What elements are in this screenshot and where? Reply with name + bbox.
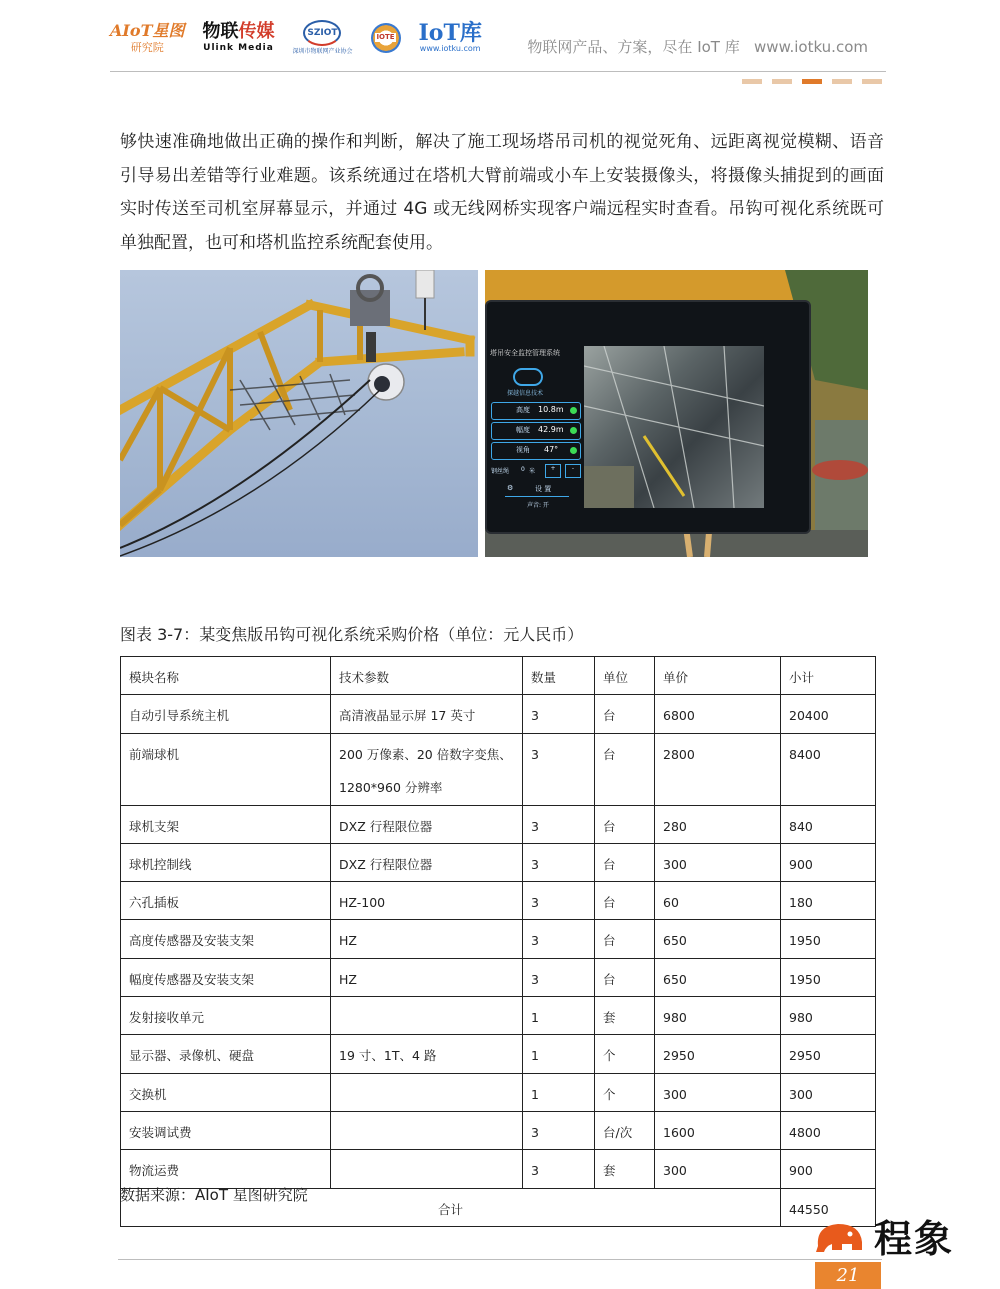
page-header [110, 18, 886, 72]
header-dash-marks [742, 79, 882, 84]
footer-divider [118, 1259, 882, 1260]
elephant-logo-icon [812, 1216, 868, 1256]
header-divider [110, 71, 886, 72]
sound-toggle[interactable]: 声音: 开 [527, 502, 549, 509]
column-header: 小计 [781, 657, 876, 695]
table-row: 幅度传感器及安装支架 HZ 3 台 650 1950 [121, 958, 876, 996]
page-number: 21 [815, 1262, 881, 1289]
monitor-row-angle: 视角 47° [491, 442, 581, 460]
monitor-device [485, 300, 811, 534]
monitor-wire-row: 钢丝绳 0 米 + - [491, 464, 583, 478]
plus-button[interactable]: + [545, 464, 561, 478]
camera-feed [584, 346, 764, 508]
total-value: 44550 [781, 1188, 876, 1226]
data-source-note: 数据来源：AIoT 星图研究院 [120, 1186, 308, 1204]
status-led-icon [570, 407, 577, 414]
header-tagline: 物联网产品、方案，尽在 IoT 库 www.iotku.com [527, 38, 868, 56]
monitor-brand: 探越信息技术 [507, 390, 544, 397]
table-row: 发射接收单元 1 套 980 980 [121, 997, 876, 1035]
settings-button[interactable]: ⚙ 设 置 [505, 484, 569, 497]
crane-camera-photo [120, 270, 478, 557]
column-header: 数量 [523, 657, 595, 695]
table-row: 交换机 1 个 300 300 [121, 1073, 876, 1111]
table-row: 物流运费 3 套 300 900 [121, 1150, 876, 1188]
monitor-row-range: 幅度 42.9m [491, 422, 581, 440]
total-label: 合计 [121, 1188, 781, 1226]
chengxiang-watermark [812, 1208, 954, 1263]
table-row: 六孔插板 HZ-100 3 台 60 180 [121, 882, 876, 920]
status-led-icon [570, 427, 577, 434]
table-row: 显示器、录像机、硬盘 19 寸、1T、4 路 1 个 2950 2950 [121, 1035, 876, 1073]
aiot-logo: AIoT星图 研究院 [110, 20, 185, 54]
sziot-logo: SZIOT 深圳市物联网产业协会 [292, 20, 352, 55]
status-led-icon [570, 447, 577, 454]
column-header: 技术参数 [331, 657, 523, 695]
table-row: 球机控制线 DXZ 行程限位器 3 台 300 900 [121, 843, 876, 881]
monitor-panel [487, 338, 584, 518]
column-header: 模块名称 [121, 657, 331, 695]
table-caption: 图表 3-7：某变焦版吊钩可视化系统采购价格（单位：元人民币） [120, 625, 584, 644]
iote-logo: IOTE [371, 23, 401, 53]
table-header-row [121, 657, 876, 695]
column-header: 单位 [595, 657, 655, 695]
iotku-logo: IoT库 www.iotku.com [418, 20, 482, 53]
ulink-logo: 物联传媒 Ulink Media [202, 20, 275, 53]
monitor-display-photo [485, 270, 868, 557]
table-row: 安装调试费 3 台/次 1600 4800 [121, 1111, 876, 1149]
table-row: 球机支架 DXZ 行程限位器 3 台 280 840 [121, 805, 876, 843]
body-paragraph: 够快速准确地做出正确的操作和判断，解决了施工现场塔吊司机的视觉死角、远距离视觉模糊、语音引导易出差错等行业难题。该系统通过在塔机大臂前端或小车上安装摄像头，将摄像头捕捉到的画面实时传送至司机室屏幕显示，并通过 4G 或无线网桥实现客户端远程实时查看。吊钩可视化系统既可单独配置，也可和塔机监控系统配套使用。 [120, 132, 884, 253]
minus-button[interactable]: - [565, 464, 581, 478]
column-header: 单价 [655, 657, 781, 695]
table-row: 前端球机 200 万像素、20 倍数字变焦、 1280*960 分辨率 3 台 2800 8400 [121, 733, 876, 805]
price-table [120, 656, 876, 1227]
monitor-row-height: 高度 10.8m [491, 402, 581, 420]
gear-icon: ⚙ [507, 484, 514, 492]
cloud-icon [513, 368, 543, 386]
table-row: 高度传感器及安装支架 HZ 3 台 650 1950 [121, 920, 876, 958]
logo-strip [110, 20, 482, 55]
monitor-title: 塔吊安全监控管理系统 [490, 349, 560, 357]
crane-boom-illustration [120, 270, 478, 557]
watermark-text: 程象 [874, 1217, 955, 1261]
table-row: 自动引导系统主机 高清液晶显示屏 17 英寸 3 台 6800 20400 [121, 695, 876, 733]
